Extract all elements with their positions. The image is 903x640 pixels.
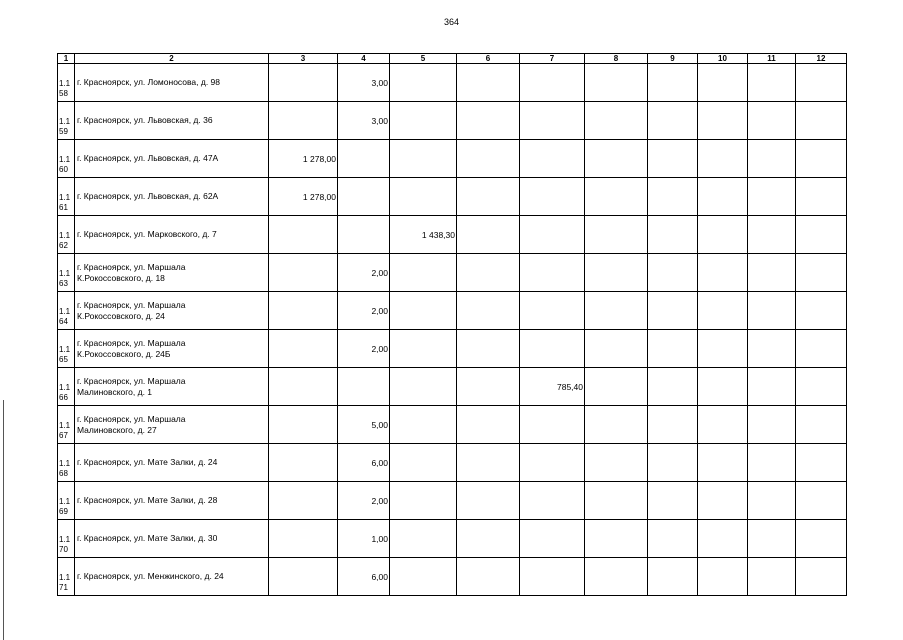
value-cell-col-5 <box>390 292 457 330</box>
table-row <box>58 444 847 482</box>
row-number-cell <box>58 64 75 102</box>
value-cell-col-5 <box>390 444 457 482</box>
margin-rule <box>3 400 4 640</box>
column-header: 7 <box>520 54 585 64</box>
value-cell-col-12 <box>796 330 847 368</box>
value-cell-col-6 <box>457 482 520 520</box>
value-cell-col-12 <box>796 102 847 140</box>
value-cell-col-4: 3,00 <box>338 102 390 140</box>
address-line: г. Красноярск, ул. Маршала <box>77 375 186 386</box>
value-cell-col-3 <box>269 102 338 140</box>
value-cell-col-7 <box>520 444 585 482</box>
value-cell-col-5 <box>390 178 457 216</box>
table-row <box>58 406 847 444</box>
value-cell-col-5 <box>390 330 457 368</box>
value-cell-col-10 <box>698 254 748 292</box>
value-cell-col-9 <box>648 406 698 444</box>
value-cell-col-3 <box>269 558 338 596</box>
column-header: 4 <box>338 54 390 64</box>
row-number-part: 1.1 <box>59 307 71 316</box>
value-cell-col-4: 6,00 <box>338 558 390 596</box>
row-number-part: 1.1 <box>59 345 71 354</box>
value-cell-col-4: 2,00 <box>338 330 390 368</box>
value-cell-col-12 <box>796 216 847 254</box>
row-number-part: 61 <box>59 203 68 212</box>
value-cell-col-8 <box>585 330 648 368</box>
row-number-part: 66 <box>59 393 68 402</box>
value-cell-col-3 <box>269 444 338 482</box>
value-cell-col-6 <box>457 254 520 292</box>
row-number-part: 70 <box>59 545 68 554</box>
value-cell-col-12 <box>796 254 847 292</box>
address-cell: г. Красноярск, ул. Мате Залки, д. 24 <box>75 444 269 482</box>
value-cell-col-8 <box>585 178 648 216</box>
value-cell-col-12 <box>796 520 847 558</box>
address-line: Малиновского, д. 27 <box>77 424 157 435</box>
value-cell-col-3 <box>269 368 338 406</box>
value-cell-col-11 <box>748 216 796 254</box>
value-cell-col-3 <box>269 254 338 292</box>
value-cell-col-5 <box>390 254 457 292</box>
value-cell-col-7: 785,40 <box>520 368 585 406</box>
value-cell-col-6 <box>457 558 520 596</box>
value-cell-col-7 <box>520 406 585 444</box>
value-cell-col-6 <box>457 368 520 406</box>
value-cell-col-6 <box>457 140 520 178</box>
value-cell-col-4 <box>338 368 390 406</box>
header-row <box>58 54 847 64</box>
value-cell-col-9 <box>648 102 698 140</box>
value-cell-col-8 <box>585 64 648 102</box>
address-cell: г. Красноярск, ул. Львовская, д. 36 <box>75 102 269 140</box>
value-cell-col-12 <box>796 368 847 406</box>
value-cell-col-7 <box>520 482 585 520</box>
value-cell-col-11 <box>748 102 796 140</box>
row-number-cell <box>58 216 75 254</box>
row-number-part: 60 <box>59 165 68 174</box>
value-cell-col-12 <box>796 178 847 216</box>
value-cell-col-8 <box>585 292 648 330</box>
table-row <box>58 520 847 558</box>
value-cell-col-6 <box>457 178 520 216</box>
column-header: 11 <box>748 54 796 64</box>
value-cell-col-3 <box>269 330 338 368</box>
value-cell-col-3 <box>269 216 338 254</box>
value-cell-col-10 <box>698 368 748 406</box>
value-cell-col-4: 2,00 <box>338 292 390 330</box>
row-number-part: 1.1 <box>59 155 71 164</box>
value-cell-col-4 <box>338 178 390 216</box>
value-cell-col-4: 5,00 <box>338 406 390 444</box>
row-number-part: 62 <box>59 241 68 250</box>
value-cell-col-5 <box>390 520 457 558</box>
value-cell-col-11 <box>748 482 796 520</box>
row-number-part: 68 <box>59 469 68 478</box>
address-cell: г. Красноярск, ул. Мате Залки, д. 28 <box>75 482 269 520</box>
value-cell-col-7 <box>520 140 585 178</box>
value-cell-col-10 <box>698 140 748 178</box>
column-header: 5 <box>390 54 457 64</box>
value-cell-col-7 <box>520 292 585 330</box>
value-cell-col-6 <box>457 64 520 102</box>
table-row <box>58 254 847 292</box>
row-number-part: 1.1 <box>59 535 71 544</box>
value-cell-col-4: 2,00 <box>338 482 390 520</box>
row-number-cell <box>58 482 75 520</box>
value-cell-col-3 <box>269 292 338 330</box>
value-cell-col-5 <box>390 64 457 102</box>
value-cell-col-3 <box>269 520 338 558</box>
table-row <box>58 102 847 140</box>
value-cell-col-6 <box>457 102 520 140</box>
row-number-part: 58 <box>59 89 68 98</box>
column-header: 2 <box>75 54 269 64</box>
value-cell-col-10 <box>698 178 748 216</box>
value-cell-col-9 <box>648 178 698 216</box>
value-cell-col-5 <box>390 368 457 406</box>
value-cell-col-5 <box>390 558 457 596</box>
table-row <box>58 178 847 216</box>
value-cell-col-9 <box>648 482 698 520</box>
row-number-cell <box>58 140 75 178</box>
column-header: 3 <box>269 54 338 64</box>
address-line: К.Рокоссовского, д. 24 <box>77 310 165 321</box>
value-cell-col-11 <box>748 140 796 178</box>
address-line: г. Красноярск, ул. Маршала <box>77 261 186 272</box>
row-number-part: 59 <box>59 127 68 136</box>
value-cell-col-7 <box>520 254 585 292</box>
address-cell <box>75 368 269 406</box>
value-cell-col-12 <box>796 482 847 520</box>
row-number-cell <box>58 368 75 406</box>
value-cell-col-11 <box>748 368 796 406</box>
value-cell-col-7 <box>520 330 585 368</box>
address-line: Малиновского, д. 1 <box>77 386 153 397</box>
value-cell-col-11 <box>748 254 796 292</box>
address-line: К.Рокоссовского, д. 18 <box>77 272 165 283</box>
value-cell-col-10 <box>698 520 748 558</box>
value-cell-col-4: 1,00 <box>338 520 390 558</box>
value-cell-col-11 <box>748 520 796 558</box>
address-cell <box>75 406 269 444</box>
value-cell-col-8 <box>585 482 648 520</box>
row-number-cell <box>58 254 75 292</box>
value-cell-col-7 <box>520 178 585 216</box>
value-cell-col-8 <box>585 140 648 178</box>
table-row <box>58 368 847 406</box>
column-header: 6 <box>457 54 520 64</box>
value-cell-col-6 <box>457 292 520 330</box>
row-number-part: 64 <box>59 317 68 326</box>
row-number-part: 71 <box>59 583 68 592</box>
value-cell-col-12 <box>796 140 847 178</box>
value-cell-col-11 <box>748 64 796 102</box>
value-cell-col-9 <box>648 216 698 254</box>
value-cell-col-10 <box>698 482 748 520</box>
row-number-cell <box>58 444 75 482</box>
table-row <box>58 482 847 520</box>
value-cell-col-6 <box>457 406 520 444</box>
address-cell <box>75 254 269 292</box>
row-number-part: 1.1 <box>59 421 71 430</box>
value-cell-col-11 <box>748 444 796 482</box>
value-cell-col-7 <box>520 64 585 102</box>
row-number-part: 1.1 <box>59 573 71 582</box>
table-row <box>58 64 847 102</box>
value-cell-col-11 <box>748 330 796 368</box>
row-number-part: 1.1 <box>59 193 71 202</box>
column-header: 1 <box>58 54 75 64</box>
value-cell-col-8 <box>585 216 648 254</box>
value-cell-col-5 <box>390 102 457 140</box>
value-cell-col-6 <box>457 444 520 482</box>
value-cell-col-10 <box>698 444 748 482</box>
table-row <box>58 292 847 330</box>
value-cell-col-12 <box>796 292 847 330</box>
address-cell: г. Красноярск, ул. Львовская, д. 62А <box>75 178 269 216</box>
value-cell-col-4: 6,00 <box>338 444 390 482</box>
address-cell <box>75 330 269 368</box>
value-cell-col-11 <box>748 292 796 330</box>
value-cell-col-3: 1 278,00 <box>269 140 338 178</box>
value-cell-col-12 <box>796 558 847 596</box>
value-cell-col-6 <box>457 216 520 254</box>
value-cell-col-9 <box>648 558 698 596</box>
value-cell-col-9 <box>648 520 698 558</box>
value-cell-col-12 <box>796 406 847 444</box>
value-cell-col-10 <box>698 406 748 444</box>
address-cell: г. Красноярск, ул. Львовская, д. 47А <box>75 140 269 178</box>
value-cell-col-8 <box>585 102 648 140</box>
row-number-part: 69 <box>59 507 68 516</box>
value-cell-col-3: 1 278,00 <box>269 178 338 216</box>
value-cell-col-4: 3,00 <box>338 64 390 102</box>
value-cell-col-4: 2,00 <box>338 254 390 292</box>
value-cell-col-7 <box>520 102 585 140</box>
table-row <box>58 140 847 178</box>
value-cell-col-4 <box>338 216 390 254</box>
value-cell-col-9 <box>648 64 698 102</box>
address-line: г. Красноярск, ул. Маршала <box>77 337 186 348</box>
value-cell-col-8 <box>585 520 648 558</box>
value-cell-col-10 <box>698 216 748 254</box>
row-number-cell <box>58 292 75 330</box>
value-cell-col-8 <box>585 368 648 406</box>
value-cell-col-5 <box>390 482 457 520</box>
table-row <box>58 330 847 368</box>
value-cell-col-10 <box>698 64 748 102</box>
column-header: 8 <box>585 54 648 64</box>
row-number-part: 1.1 <box>59 231 71 240</box>
value-cell-col-11 <box>748 558 796 596</box>
row-number-cell <box>58 330 75 368</box>
value-cell-col-7 <box>520 558 585 596</box>
row-number-part: 65 <box>59 355 68 364</box>
row-number-part: 1.1 <box>59 497 71 506</box>
value-cell-col-9 <box>648 140 698 178</box>
row-number-cell <box>58 406 75 444</box>
value-cell-col-8 <box>585 558 648 596</box>
address-cell: г. Красноярск, ул. Менжинского, д. 24 <box>75 558 269 596</box>
column-header: 12 <box>796 54 847 64</box>
value-cell-col-12 <box>796 444 847 482</box>
address-line: г. Красноярск, ул. Маршала <box>77 413 186 424</box>
value-cell-col-12 <box>796 64 847 102</box>
address-cell: г. Красноярск, ул. Ломоносова, д. 98 <box>75 64 269 102</box>
value-cell-col-5 <box>390 140 457 178</box>
value-cell-col-11 <box>748 178 796 216</box>
value-cell-col-9 <box>648 292 698 330</box>
value-cell-col-7 <box>520 216 585 254</box>
row-number-cell <box>58 558 75 596</box>
row-number-cell <box>58 178 75 216</box>
row-number-part: 1.1 <box>59 383 71 392</box>
row-number-cell <box>58 520 75 558</box>
address-cell: г. Красноярск, ул. Марковского, д. 7 <box>75 216 269 254</box>
row-number-part: 63 <box>59 279 68 288</box>
value-cell-col-10 <box>698 102 748 140</box>
value-cell-col-11 <box>748 406 796 444</box>
value-cell-col-3 <box>269 482 338 520</box>
row-number-cell <box>58 102 75 140</box>
table-row <box>58 558 847 596</box>
row-number-part: 1.1 <box>59 269 71 278</box>
address-line: г. Красноярск, ул. Маршала <box>77 299 186 310</box>
row-number-part: 1.1 <box>59 79 71 88</box>
row-number-part: 1.1 <box>59 117 71 126</box>
value-cell-col-9 <box>648 368 698 406</box>
value-cell-col-8 <box>585 444 648 482</box>
data-table <box>57 53 847 596</box>
column-header: 10 <box>698 54 748 64</box>
page-number: 364 <box>443 17 460 27</box>
value-cell-col-10 <box>698 558 748 596</box>
value-cell-col-8 <box>585 254 648 292</box>
value-cell-col-8 <box>585 406 648 444</box>
table-row <box>58 216 847 254</box>
address-line: К.Рокоссовского, д. 24Б <box>77 348 171 359</box>
row-number-part: 67 <box>59 431 68 440</box>
value-cell-col-9 <box>648 444 698 482</box>
value-cell-col-6 <box>457 520 520 558</box>
value-cell-col-10 <box>698 292 748 330</box>
value-cell-col-5: 1 438,30 <box>390 216 457 254</box>
value-cell-col-9 <box>648 330 698 368</box>
value-cell-col-3 <box>269 406 338 444</box>
address-cell <box>75 292 269 330</box>
column-header: 9 <box>648 54 698 64</box>
value-cell-col-3 <box>269 64 338 102</box>
value-cell-col-10 <box>698 330 748 368</box>
value-cell-col-5 <box>390 406 457 444</box>
value-cell-col-6 <box>457 330 520 368</box>
value-cell-col-4 <box>338 140 390 178</box>
address-cell: г. Красноярск, ул. Мате Залки, д. 30 <box>75 520 269 558</box>
row-number-part: 1.1 <box>59 459 71 468</box>
value-cell-col-7 <box>520 520 585 558</box>
value-cell-col-9 <box>648 254 698 292</box>
